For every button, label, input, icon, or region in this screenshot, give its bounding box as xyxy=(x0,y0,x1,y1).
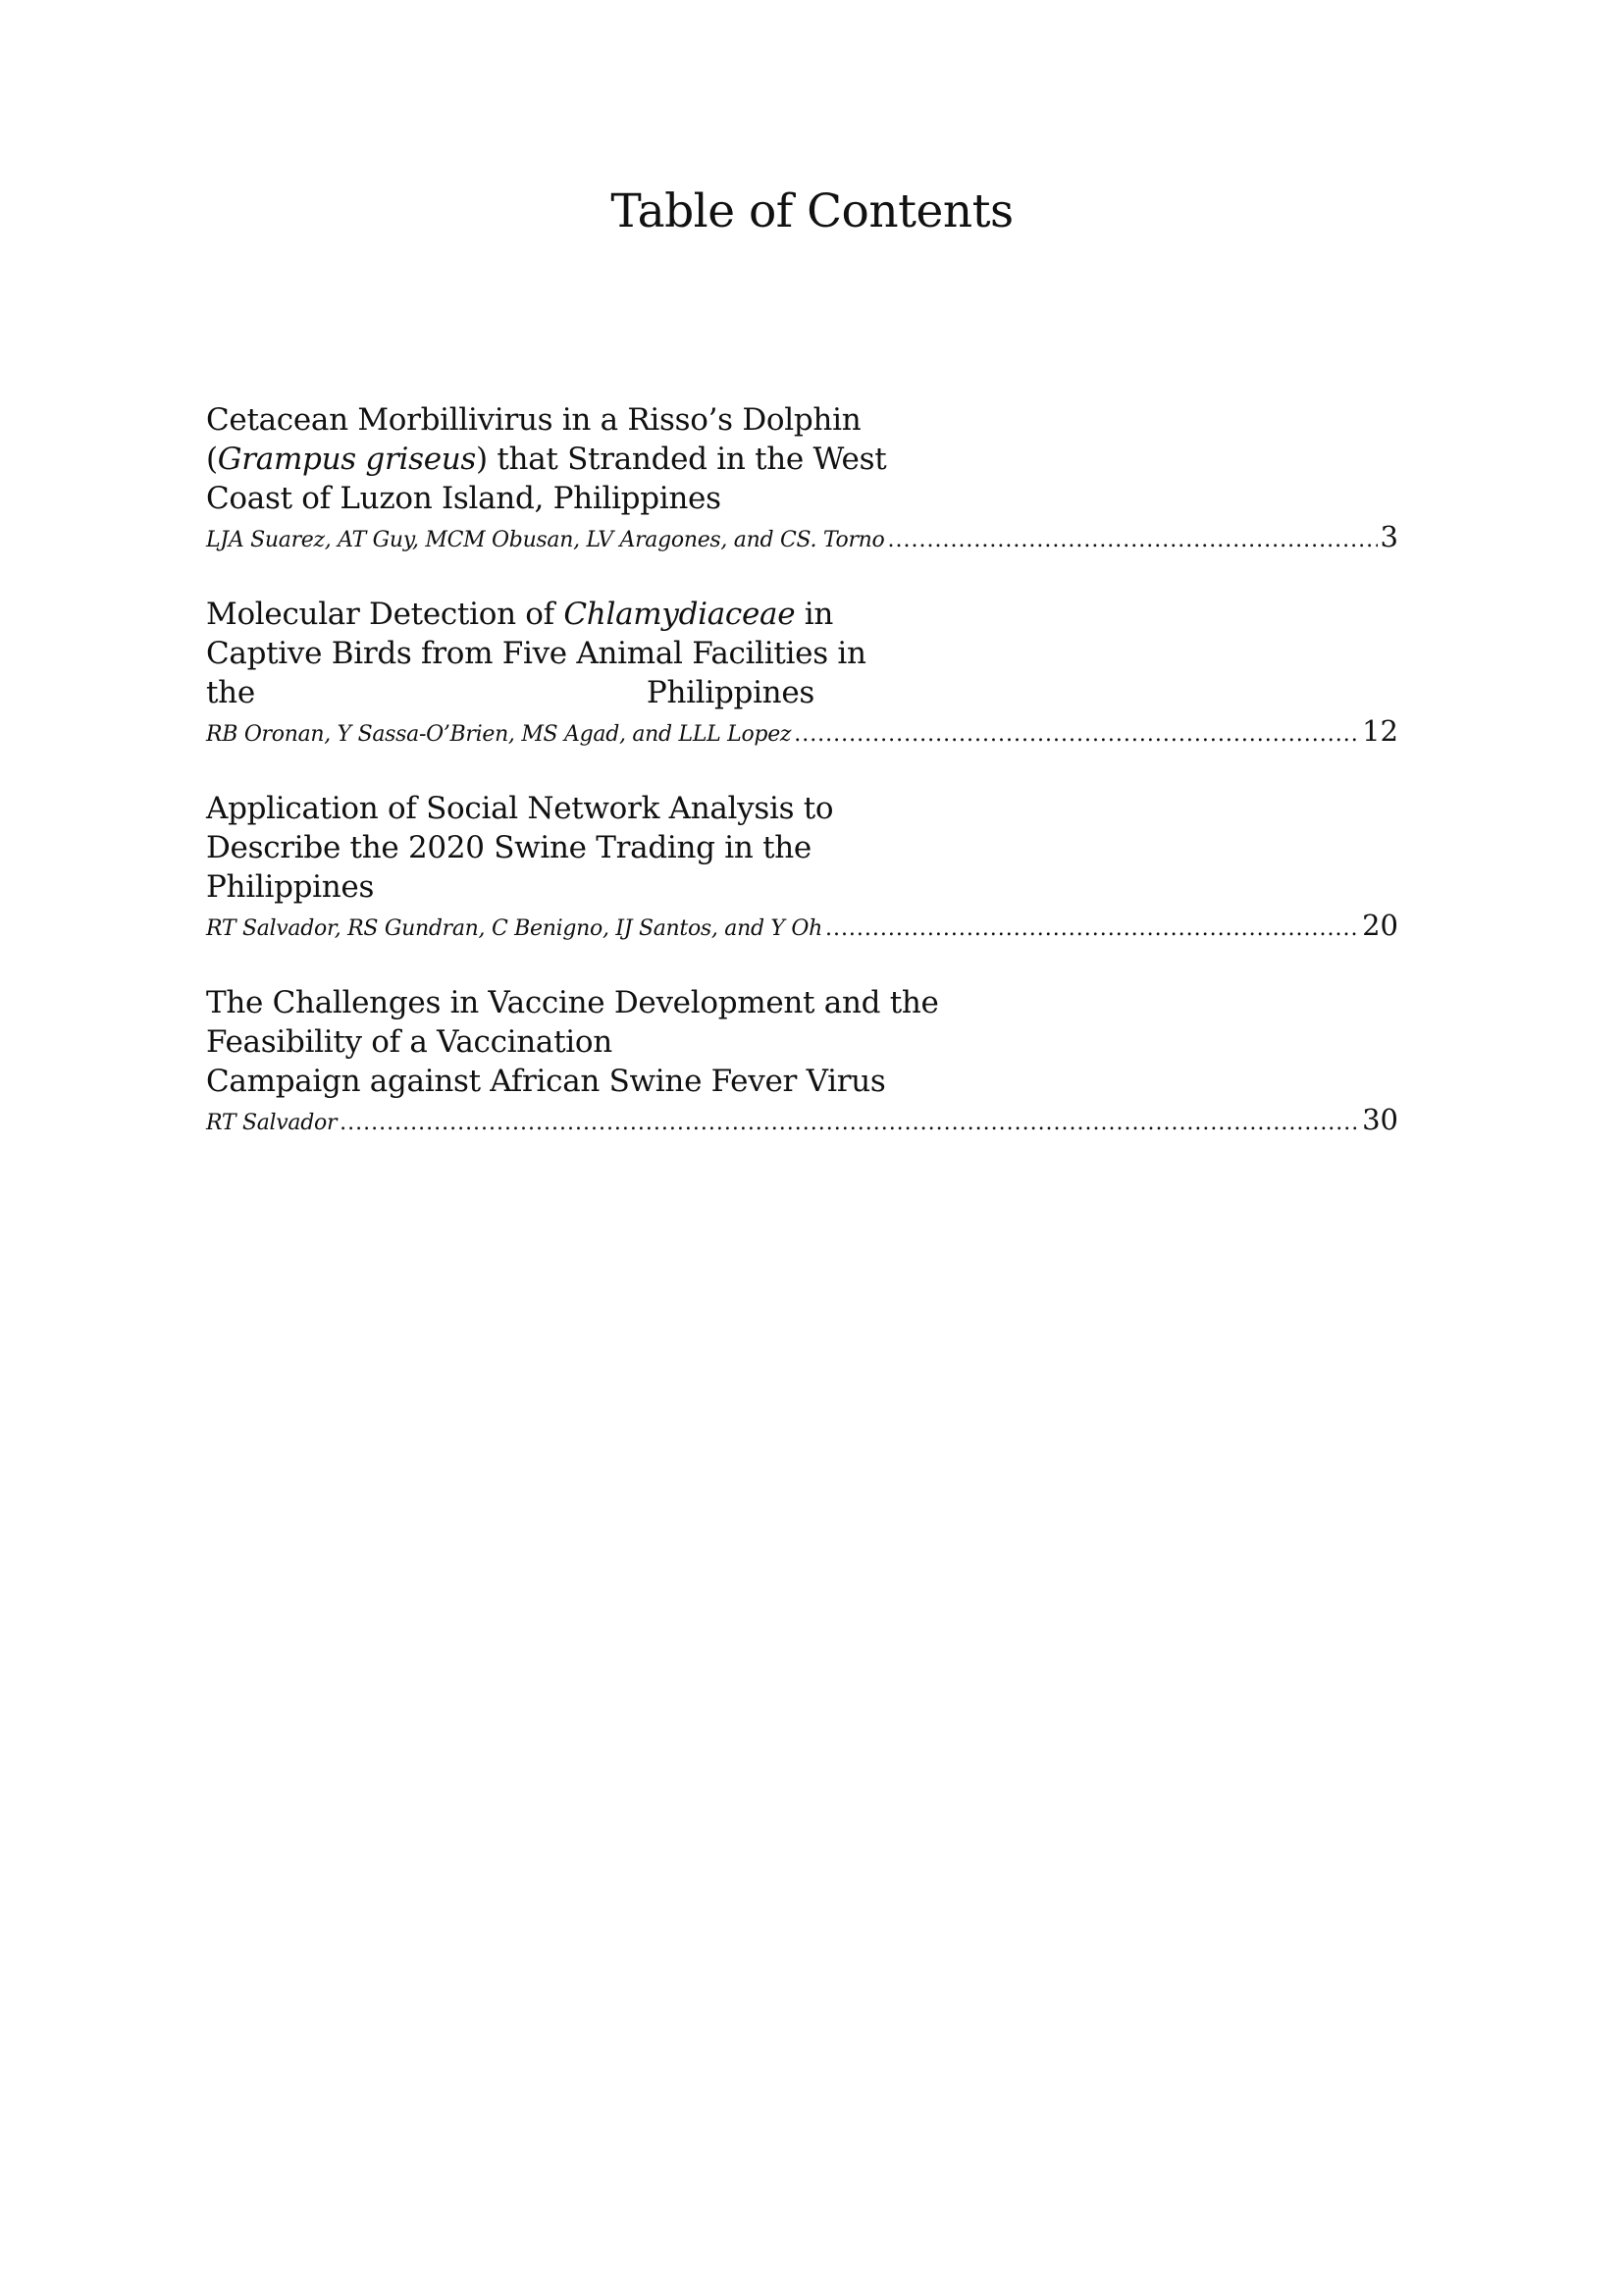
entry-authors: RT Salvador xyxy=(206,1111,338,1135)
entry-title-line: the Philippines xyxy=(206,675,814,710)
table-of-contents xyxy=(206,400,1398,1177)
entry-authors: RB Oronan, Y Sassa-O’Brien, MS Agad, and LLL Lopez xyxy=(206,722,792,747)
entry-title-line: Application of Social Network Analysis to xyxy=(206,791,834,826)
entry-title-line: Describe the 2020 Swine Trading in the xyxy=(206,830,812,865)
entry-page-number: 3 xyxy=(1380,520,1398,553)
toc-entry[interactable] xyxy=(206,789,1398,942)
toc-entry[interactable] xyxy=(206,595,1398,748)
entry-meta xyxy=(206,520,1398,553)
dot-leader xyxy=(794,722,1359,747)
entry-title xyxy=(206,983,952,1101)
italic-species-name: Grampus griseus xyxy=(217,442,477,477)
entry-title-line: The Challenges in Vaccine Development and the xyxy=(206,985,939,1020)
entry-meta xyxy=(206,1103,1398,1136)
dot-leader xyxy=(888,528,1378,552)
entry-meta xyxy=(206,909,1398,942)
entry-title xyxy=(206,400,887,518)
entry-title-line: Campaign against African Swine Fever Virus xyxy=(206,1064,886,1099)
entry-title xyxy=(206,595,866,712)
italic-species-name: Chlamydiaceae xyxy=(563,597,796,632)
entry-meta xyxy=(206,714,1398,748)
entry-title-line: Captive Birds from Five Animal Facilities in xyxy=(206,636,866,671)
dot-leader xyxy=(825,916,1359,941)
entry-title-line: Feasibility of a Vaccination xyxy=(206,1024,612,1060)
page-title: Table of Contents xyxy=(610,184,1014,238)
entry-title-line: Cetacean Morbillivirus in a Risso’s Dolphin xyxy=(206,402,862,438)
entry-title-line: (Grampus griseus) that Stranded in the West xyxy=(206,442,887,477)
entry-page-number: 20 xyxy=(1362,909,1398,942)
entry-page-number: 12 xyxy=(1362,714,1398,748)
entry-title-line: Coast of Luzon Island, Philippines xyxy=(206,481,721,516)
toc-entry[interactable] xyxy=(206,983,1398,1136)
toc-entry[interactable] xyxy=(206,400,1398,553)
dot-leader xyxy=(340,1111,1359,1135)
entry-title-line: Molecular Detection of Chlamydiaceae in xyxy=(206,597,834,632)
entry-page-number: 30 xyxy=(1362,1103,1398,1136)
entry-title xyxy=(206,789,834,907)
entry-authors: RT Salvador, RS Gundran, C Benigno, IJ Santos, and Y Oh xyxy=(206,916,822,941)
entry-authors: LJA Suarez, AT Guy, MCM Obusan, LV Aragones, and CS. Torno xyxy=(206,528,885,552)
entry-title-line: Philippines xyxy=(206,869,375,905)
